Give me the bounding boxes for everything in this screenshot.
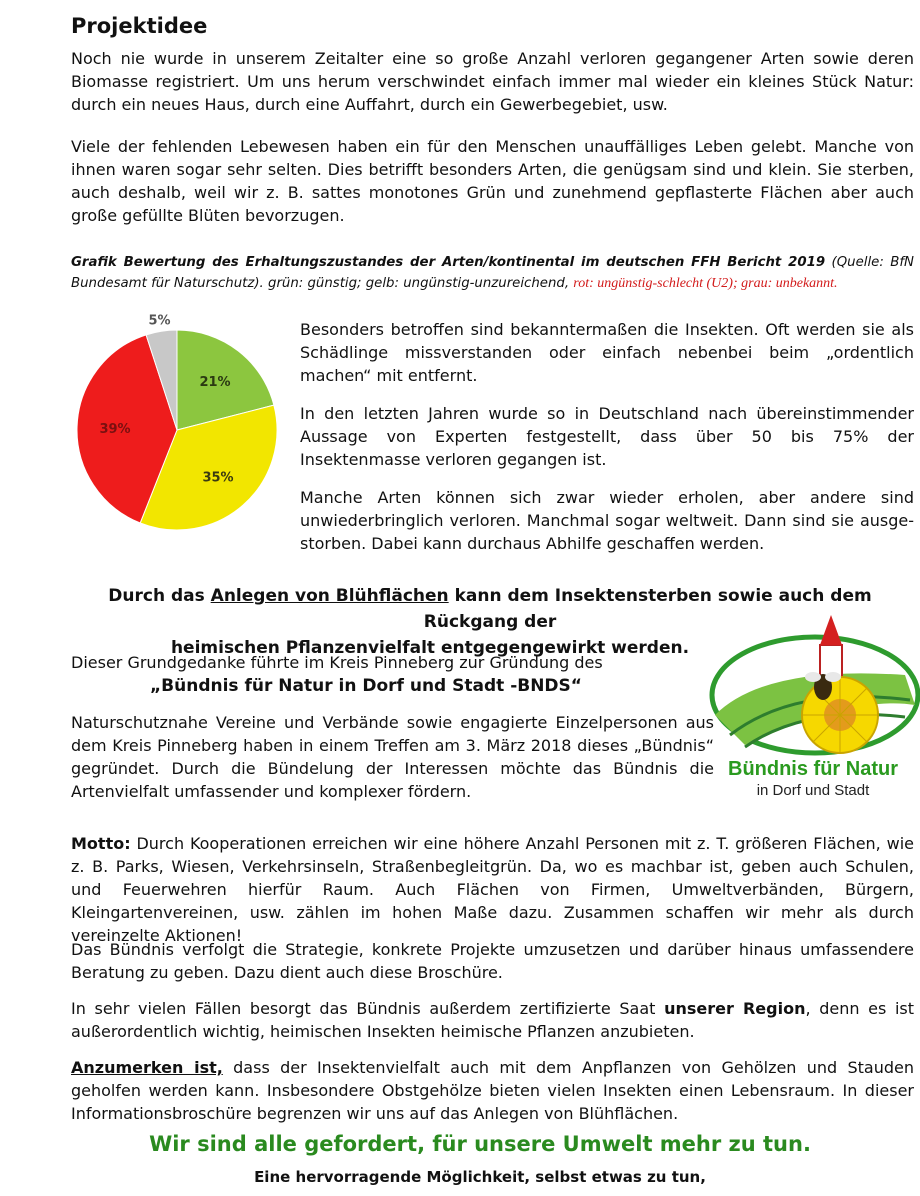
motto-label: Motto: bbox=[71, 834, 131, 853]
headline-line-2: heimischen Pflanzenvielfalt entgegengewirkt werden. bbox=[170, 638, 690, 658]
side-paragraph-2: In den letzten Jahren wurde so in Deutschland nach übereinstimmender Aussage von Experten festgestellt, dass über 50 bis 75% der Insektenmasse verloren gegangen ist. bbox=[300, 404, 914, 469]
alliance-logo bbox=[705, 605, 920, 805]
caption-title: Grafik Bewertung des Erhaltungszustandes der Arten/kontinental im deutschen FFH Bericht 2019 bbox=[71, 255, 826, 270]
note-paragraph: Anzumerken ist, dass der Insektenvielfalt auch mit dem Anpflanzen von Gehölzen und Stauden geholfen werden kann. Insbesondere Obstgehölze bieten vielen Insekten einen Lebensraum. In dieser Informationsbroschüre begrenzen wir uns auf das Anlegen von Blühflächen. bbox=[71, 1058, 914, 1123]
side-paragraph-1: Besonders betroffen sind bekanntermaßen die Insekten. Oft werden sie als Schädlinge missverstanden oder einfach nebenbei beim „ordentlich machen“ mit entfernt. bbox=[300, 320, 914, 385]
caption-legend-red: rot: ungünstig-schlecht (U2); grau: unbekannt. bbox=[573, 276, 838, 291]
pie-chart bbox=[70, 300, 290, 530]
seed-paragraph: In sehr vielen Fällen besorgt das Bündnis außerdem zertifizierte Saat unserer Region, denn es ist außerordentlich wichtig, heimischen Insekten heimische Pflanzen anzubieten. bbox=[71, 999, 915, 1041]
side-paragraph-3: Manche Arten können sich zwar wieder erholen, aber andere sind unwiederbringlich verloren. Manchmal sogar weltweit. Dann sind sie ausge-storben. Dabei kann durchaus Abhilfe geschaffen werden. bbox=[300, 488, 914, 553]
pie-label-2: 35% bbox=[202, 470, 234, 486]
logo-church-roof bbox=[820, 615, 842, 645]
closing-line: Eine hervorragende Möglichkeit, selbst etwas zu tun, bbox=[254, 1168, 706, 1186]
slogan: Wir sind alle gefordert, für unsere Umwelt mehr zu tun. bbox=[149, 1132, 811, 1156]
pie-label-3: 39% bbox=[99, 422, 131, 438]
founding-line: Dieser Grundgedanke führte im Kreis Pinneberg zur Gründung des bbox=[71, 653, 603, 672]
headline-line-1: Durch das Anlegen von Blühflächen kann dem Insektensterben sowie auch dem Rückgang der bbox=[108, 586, 872, 632]
note-label: Anzumerken ist, bbox=[71, 1058, 223, 1077]
pie-label-1: 21% bbox=[199, 375, 231, 391]
intro-paragraph-2: Viele der fehlenden Lebewesen haben ein für den Menschen unauffälliges Leben gelebt. Manche von ihnen waren sogar sehr selten. Dies betrifft besonders Arten, die genügsam sind und klein. Sie sterben, auch deshalb, weil wir z. B. sattes monotones Grün und zunehmend gepflasterte Flächen aber auch große gefüllte Blüten bevorzugen. bbox=[71, 137, 914, 225]
seed-region: unserer Region bbox=[664, 999, 806, 1018]
strategy-paragraph: Das Bündnis verfolgt die Strategie, konkrete Projekte umzusetzen und darüber hinaus umfassendere Beratung zu geben. Dazu dient auch diese Broschüre. bbox=[71, 940, 914, 982]
headline-emphasis: Anlegen von Blühflächen bbox=[210, 586, 449, 606]
sunflower-icon bbox=[802, 677, 878, 753]
page-title: Projektidee bbox=[71, 14, 208, 38]
logo-subtitle: in Dorf und Stadt bbox=[756, 782, 870, 799]
motto-paragraph: Motto: Durch Kooperationen erreichen wir eine höhere Anzahl Personen mit z. T. größeren Flächen, wie z. B. Parks, Wiesen, Verkehrsinseln, Straßenbegleitgrün. Da, wo es machbar ist, geben auch Schulen, und Feuerwehren hierfür Raum. Auch Flächen von Firmen, Umweltverbänden, Bürgern, Kleingartenvereinen, usw. zählen im hohen Maße dazu. Zusammen schaffen wir mehr als durch vereinzelte Aktionen! bbox=[71, 834, 914, 945]
chart-caption bbox=[71, 252, 914, 294]
pie-label-4: 5% bbox=[148, 313, 171, 329]
caption-source: (Quelle: BfN Bundesamt für Naturschutz). grün: günstig; gelb: ungünstig-unzureichend, bbox=[71, 255, 915, 291]
intro-paragraph-1: Noch nie wurde in unserem Zeitalter eine so große Anzahl verloren gegangener Arten sowie deren Biomasse registriert. Um uns herum verschwindet einfach immer mal wieder ein kleines Stück Natur: durch ein neues Haus, durch eine Auffahrt, durch ein Gewerbegebiet, usw. bbox=[71, 49, 914, 114]
founding-paragraph: Naturschutznahe Vereine und Verbände sowie engagierte Einzelpersonen aus dem Kreis Pinneberg haben in einem Treffen am 3. März 2018 dieses „Bündnis“ gegründet. Durch die Bündelung der Interessen möchte das Bündnis die Artenvielfalt umfassender und komplexer fördern. bbox=[71, 713, 714, 801]
alliance-name: „Bündnis für Natur in Dorf und Stadt -BNDS“ bbox=[150, 676, 582, 696]
logo-title: Bündnis für Natur bbox=[728, 758, 898, 780]
